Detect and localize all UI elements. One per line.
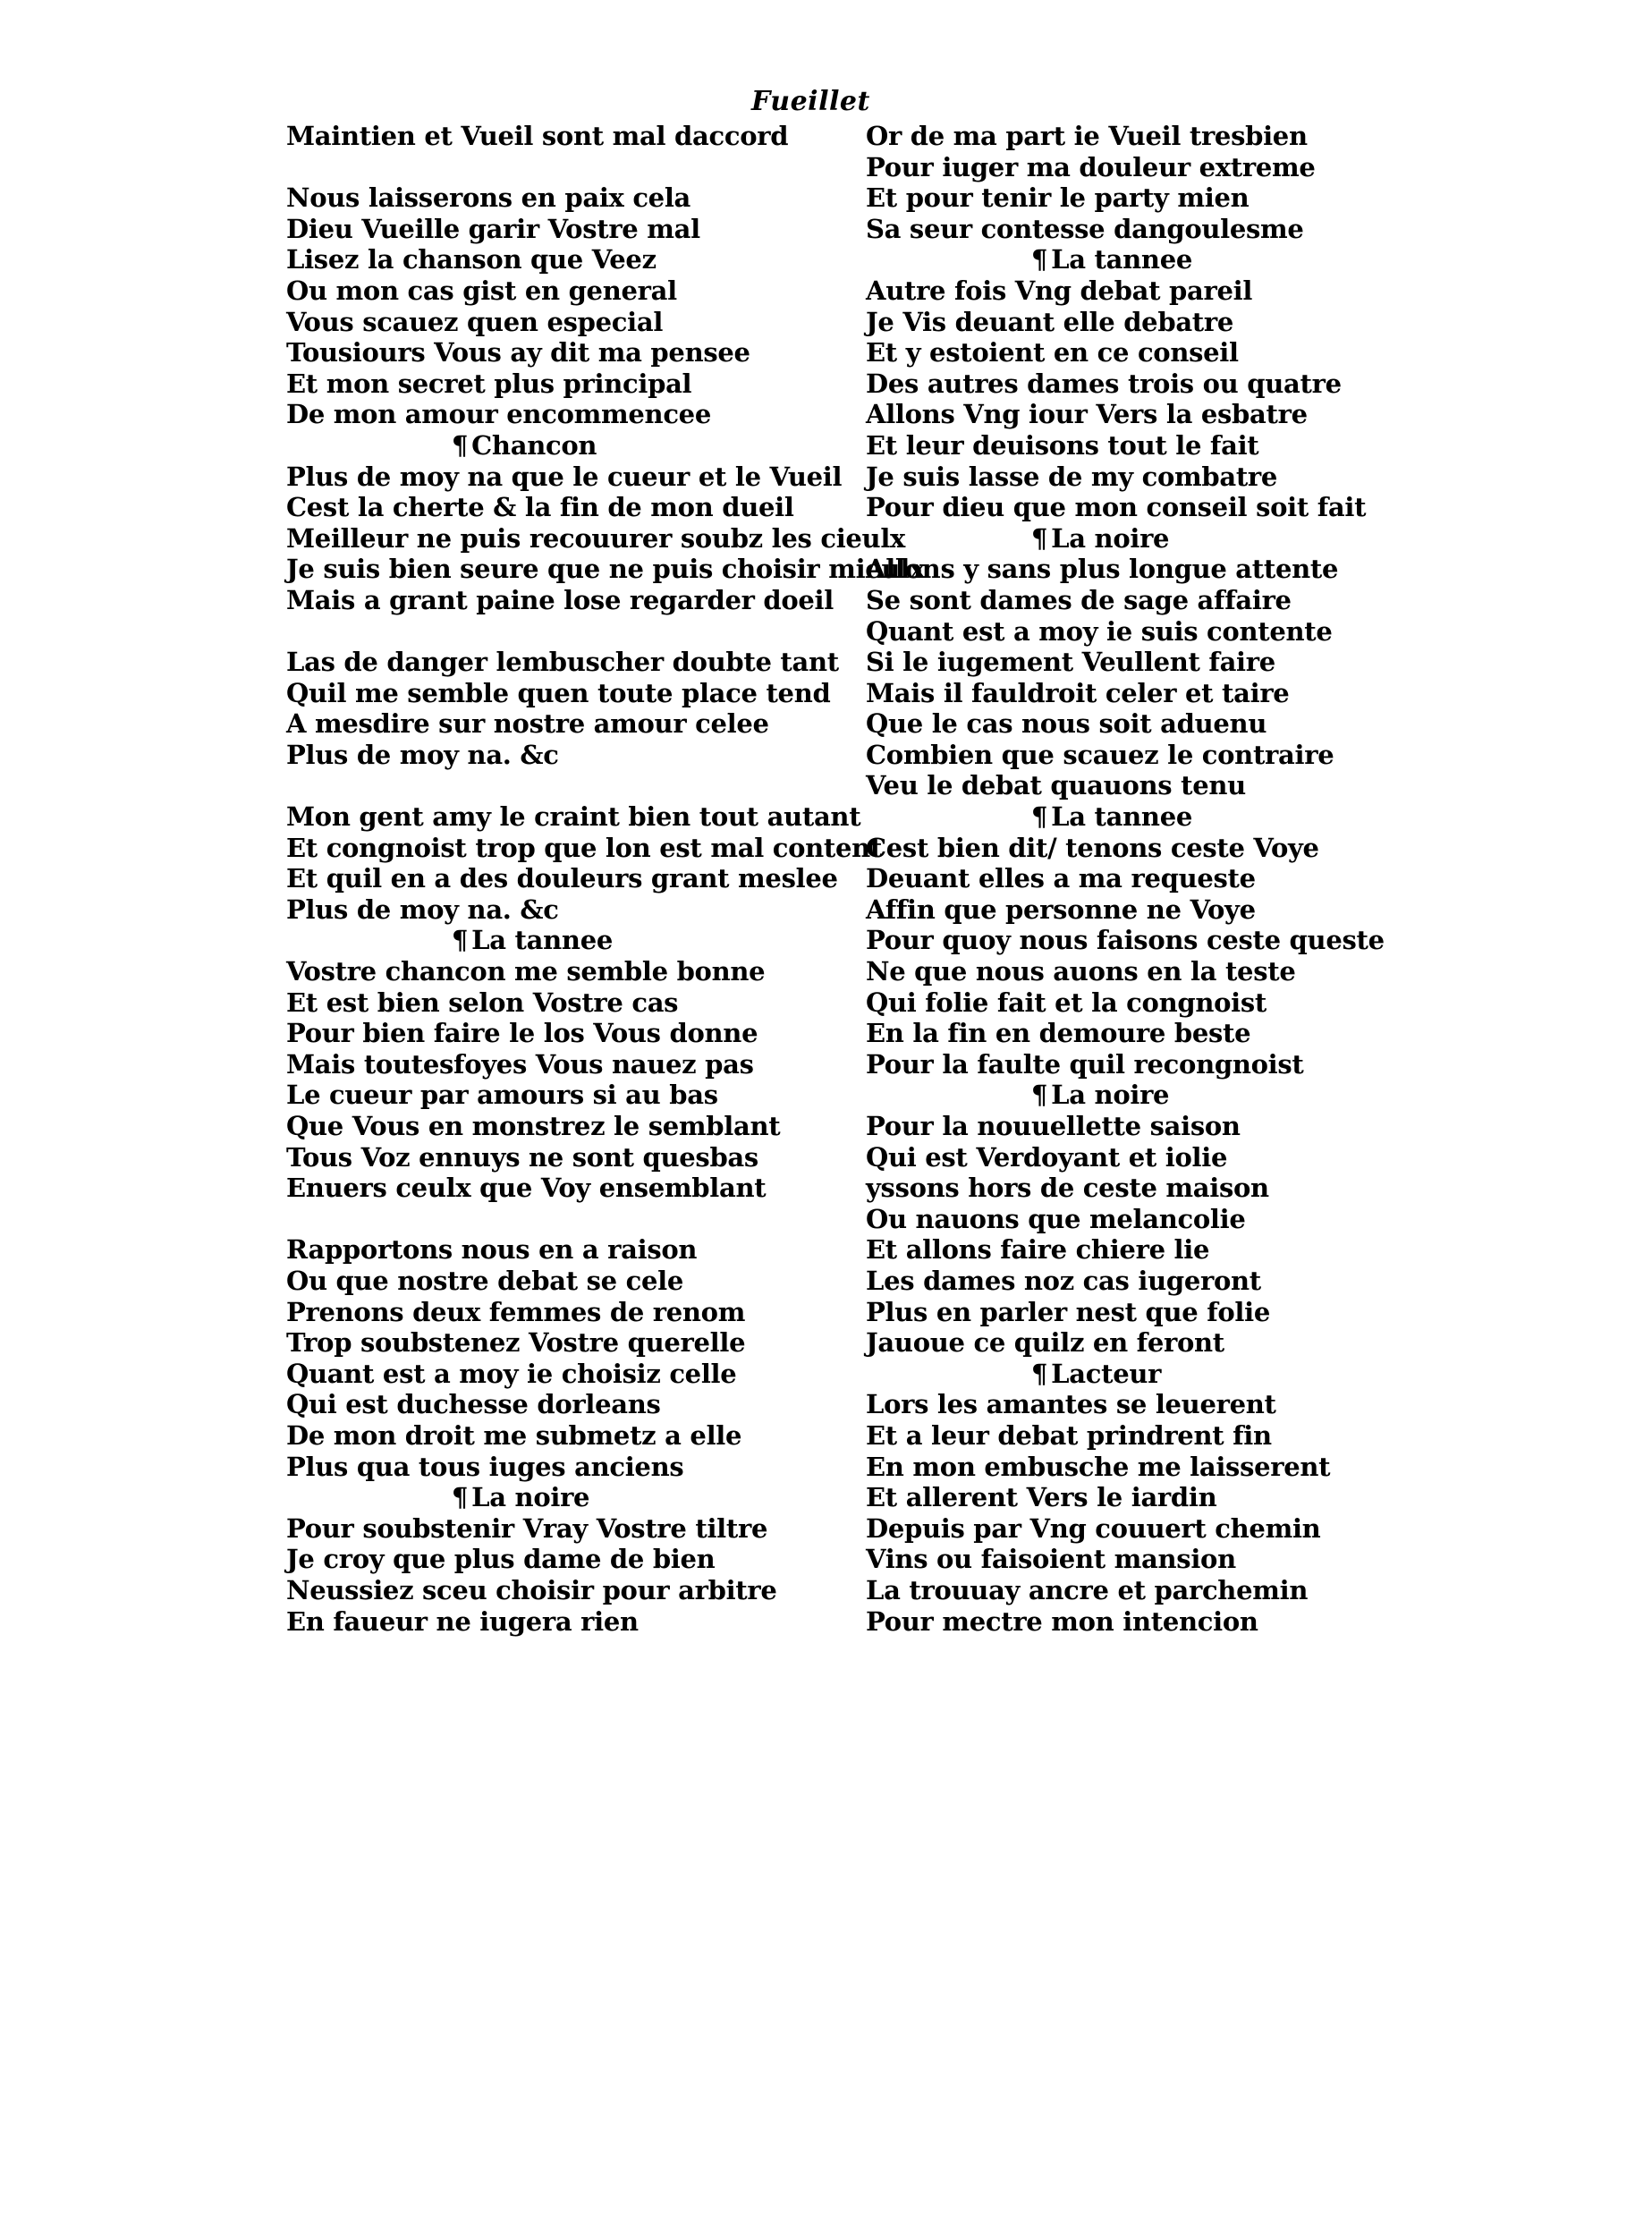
verse-line: En la fin en demoure beste bbox=[866, 1018, 1251, 1049]
speaker-heading bbox=[866, 1080, 1510, 1111]
verse-line: Vous scauez quen especial bbox=[286, 306, 664, 337]
verse-line: yssons hors de ceste maison bbox=[866, 1173, 1269, 1204]
speaker-heading bbox=[866, 244, 1510, 275]
verse-line: Et y estoient en ce conseil bbox=[866, 337, 1239, 368]
verse-line: Que Vous en monstrez le semblant bbox=[286, 1111, 781, 1141]
verse-line: Si le iugement Veullent faire bbox=[866, 647, 1275, 678]
speaker-heading-text: La tannee bbox=[471, 925, 613, 956]
verse-line: Depuis par Vng couuert chemin bbox=[866, 1512, 1321, 1544]
speaker-heading bbox=[866, 801, 1510, 833]
verse-line: Ou mon cas gist en general bbox=[286, 275, 677, 306]
verse-line: Le cueur par amours si au bas bbox=[286, 1080, 718, 1111]
verse-line: En mon embusche me laisserent bbox=[866, 1451, 1331, 1482]
speaker-heading bbox=[866, 1359, 1510, 1390]
verse-line: Et congnoist trop que lon est mal content bbox=[286, 832, 883, 863]
verse-line: Mon gent amy le craint bien tout autant bbox=[286, 801, 861, 833]
verse-line: Qui folie fait et la congnoist bbox=[866, 987, 1267, 1018]
verse-line: Quil me semble quen toute place tend bbox=[286, 677, 831, 708]
verse-line: Or de ma part ie Vueil tresbien bbox=[866, 121, 1308, 151]
verse-line: Je suis bien seure que ne puis choisir mieulx bbox=[286, 554, 925, 585]
verse-line: Et a leur debat prindrent fin bbox=[866, 1419, 1272, 1451]
verse-line: Se sont dames de sage affaire bbox=[866, 584, 1292, 615]
stanza-break bbox=[286, 770, 930, 801]
verse-line: De mon amour encommencee bbox=[286, 399, 711, 430]
stanza-break bbox=[286, 616, 930, 648]
verse-line: Ne que nous auons en la teste bbox=[866, 956, 1296, 987]
verse-line: Maintien et Vueil sont mal daccord bbox=[286, 121, 789, 151]
verse-line: Des autres dames trois ou quatre bbox=[866, 368, 1342, 399]
verse-line: Pour bien faire le los Vous donne bbox=[286, 1018, 758, 1049]
speaker-heading bbox=[286, 1482, 930, 1513]
verse-line: Sa seur contesse dangoulesme bbox=[866, 213, 1304, 244]
verse-line: Plus en parler nest que folie bbox=[866, 1296, 1271, 1327]
verse-line: Veu le debat quauons tenu bbox=[866, 770, 1246, 801]
verse-line: Lisez la chanson que Veez bbox=[286, 244, 657, 275]
speaker-heading-text: Lacteur bbox=[1051, 1358, 1162, 1389]
verse-line: Nous laisserons en paix cela bbox=[286, 182, 691, 214]
verse-line: La trouuay ancre et parchemin bbox=[866, 1574, 1309, 1605]
verse-line: Qui est duchesse dorleans bbox=[286, 1389, 661, 1420]
verse-line: Et allons faire chiere lie bbox=[866, 1234, 1210, 1266]
verse-line: Quant est a moy ie choisiz celle bbox=[286, 1358, 737, 1389]
verse-line: Trop soubstenez Vostre querelle bbox=[286, 1327, 746, 1359]
verse-line: Allons y sans plus longue attente bbox=[866, 554, 1339, 585]
verse-line: Jauoue ce quilz en feront bbox=[866, 1327, 1224, 1359]
verse-line: Cest la cherte & la fin de mon dueil bbox=[286, 492, 794, 523]
verse-line: Prenons deux femmes de renom bbox=[286, 1296, 746, 1327]
verse-line: Cest bien dit/ tenons ceste Voye bbox=[866, 832, 1319, 863]
speaker-heading bbox=[866, 523, 1510, 555]
speaker-heading bbox=[286, 925, 930, 956]
verse-line: Meilleur ne puis recouurer soubz les cieulx bbox=[286, 522, 906, 554]
verse-line: Je suis lasse de my combatre bbox=[866, 461, 1278, 492]
verse-line: Pour la faulte quil recongnoist bbox=[866, 1048, 1304, 1080]
verse-line: Je Vis deuant elle debatre bbox=[866, 306, 1234, 337]
pilcrow-icon: ¶ bbox=[452, 1482, 469, 1513]
speaker-heading-text: La noire bbox=[1051, 1080, 1170, 1111]
verse-line: Ou que nostre debat se cele bbox=[286, 1265, 683, 1296]
verse-line: Les dames noz cas iugeront bbox=[866, 1265, 1261, 1296]
verse-line: Qui est Verdoyant et iolie bbox=[866, 1141, 1228, 1173]
pilcrow-icon: ¶ bbox=[452, 925, 469, 956]
pilcrow-icon: ¶ bbox=[1031, 801, 1048, 833]
verse-line: Et est bien selon Vostre cas bbox=[286, 987, 679, 1018]
verse-line: Mais il fauldroit celer et taire bbox=[866, 677, 1290, 708]
verse-line: Mais toutesfoyes Vous nauez pas bbox=[286, 1048, 754, 1080]
verse-line: Autre fois Vng debat pareil bbox=[866, 275, 1253, 306]
verse-line: Dieu Vueille garir Vostre mal bbox=[286, 213, 700, 244]
stanza-break bbox=[286, 152, 930, 183]
verse-line: Pour iuger ma douleur extreme bbox=[866, 151, 1316, 182]
speaker-heading-text: Chancon bbox=[471, 429, 597, 461]
verse-line: Je croy que plus dame de bien bbox=[286, 1544, 716, 1575]
left-text-column bbox=[286, 121, 930, 1637]
verse-line: Tousiours Vous ay dit ma pensee bbox=[286, 337, 750, 368]
pilcrow-icon: ¶ bbox=[1031, 1358, 1048, 1389]
verse-line: Lors les amantes se leuerent bbox=[866, 1389, 1276, 1420]
verse-line: De mon droit me submetz a elle bbox=[286, 1419, 742, 1451]
verse-line: Que le cas nous soit aduenu bbox=[866, 708, 1267, 740]
pilcrow-icon: ¶ bbox=[1031, 1080, 1048, 1111]
verse-line: Enuers ceulx que Voy ensemblant bbox=[286, 1173, 767, 1204]
pilcrow-icon: ¶ bbox=[1031, 244, 1048, 275]
verse-line: Vostre chancon me semble bonne bbox=[286, 956, 766, 987]
pilcrow-icon: ¶ bbox=[1031, 522, 1048, 554]
verse-line: Pour dieu que mon conseil soit fait bbox=[866, 492, 1367, 523]
verse-line: Et pour tenir le party mien bbox=[866, 182, 1250, 214]
verse-line: Plus de moy na. &c bbox=[286, 894, 559, 925]
verse-line: Ou nauons que melancolie bbox=[866, 1203, 1246, 1234]
verse-line: Et leur deuisons tout le fait bbox=[866, 429, 1259, 461]
verse-line: Affin que personne ne Voye bbox=[866, 894, 1256, 925]
verse-line: Mais a grant paine lose regarder doeil bbox=[286, 584, 834, 615]
speaker-heading-text: La tannee bbox=[1051, 244, 1192, 275]
verse-line: Las de danger lembuscher doubte tant bbox=[286, 647, 839, 678]
verse-line: Et mon secret plus principal bbox=[286, 368, 692, 399]
running-head: Fueillet bbox=[751, 86, 870, 117]
speaker-heading bbox=[286, 430, 930, 462]
verse-line: Plus de moy na. &c bbox=[286, 739, 559, 770]
verse-line: Pour soubstenir Vray Vostre tiltre bbox=[286, 1512, 768, 1544]
verse-line: Et allerent Vers le iardin bbox=[866, 1482, 1217, 1513]
verse-line: Plus qua tous iuges anciens bbox=[286, 1451, 684, 1482]
verse-line: Neussiez sceu choisir pour arbitre bbox=[286, 1574, 777, 1605]
verse-line: Pour quoy nous faisons ceste queste bbox=[866, 925, 1385, 956]
pilcrow-icon: ¶ bbox=[452, 429, 469, 461]
verse-line: Tous Voz ennuys ne sont quesbas bbox=[286, 1141, 758, 1173]
verse-line: Rapportons nous en a raison bbox=[286, 1234, 698, 1266]
verse-line: Pour mectre mon intencion bbox=[866, 1605, 1258, 1637]
stanza-break bbox=[286, 1204, 930, 1235]
speaker-heading-text: La noire bbox=[1051, 522, 1170, 554]
verse-line: En faueur ne iugera rien bbox=[286, 1605, 639, 1637]
verse-line: Allons Vng iour Vers la esbatre bbox=[866, 399, 1308, 430]
verse-line: Plus de moy na que le cueur et le Vueil bbox=[286, 461, 843, 492]
verse-line: Et quil en a des douleurs grant meslee bbox=[286, 863, 838, 894]
verse-line: Combien que scauez le contraire bbox=[866, 739, 1334, 770]
verse-line: Pour la nouuellette saison bbox=[866, 1111, 1241, 1141]
verse-line: Vins ou faisoient mansion bbox=[866, 1544, 1236, 1575]
verse-line: A mesdire sur nostre amour celee bbox=[286, 708, 769, 740]
verse-line: Quant est a moy ie suis contente bbox=[866, 615, 1333, 647]
right-text-column bbox=[866, 121, 1510, 1637]
speaker-heading-text: La tannee bbox=[1051, 801, 1192, 833]
verse-line: Deuant elles a ma requeste bbox=[866, 863, 1256, 894]
speaker-heading-text: La noire bbox=[471, 1482, 590, 1513]
